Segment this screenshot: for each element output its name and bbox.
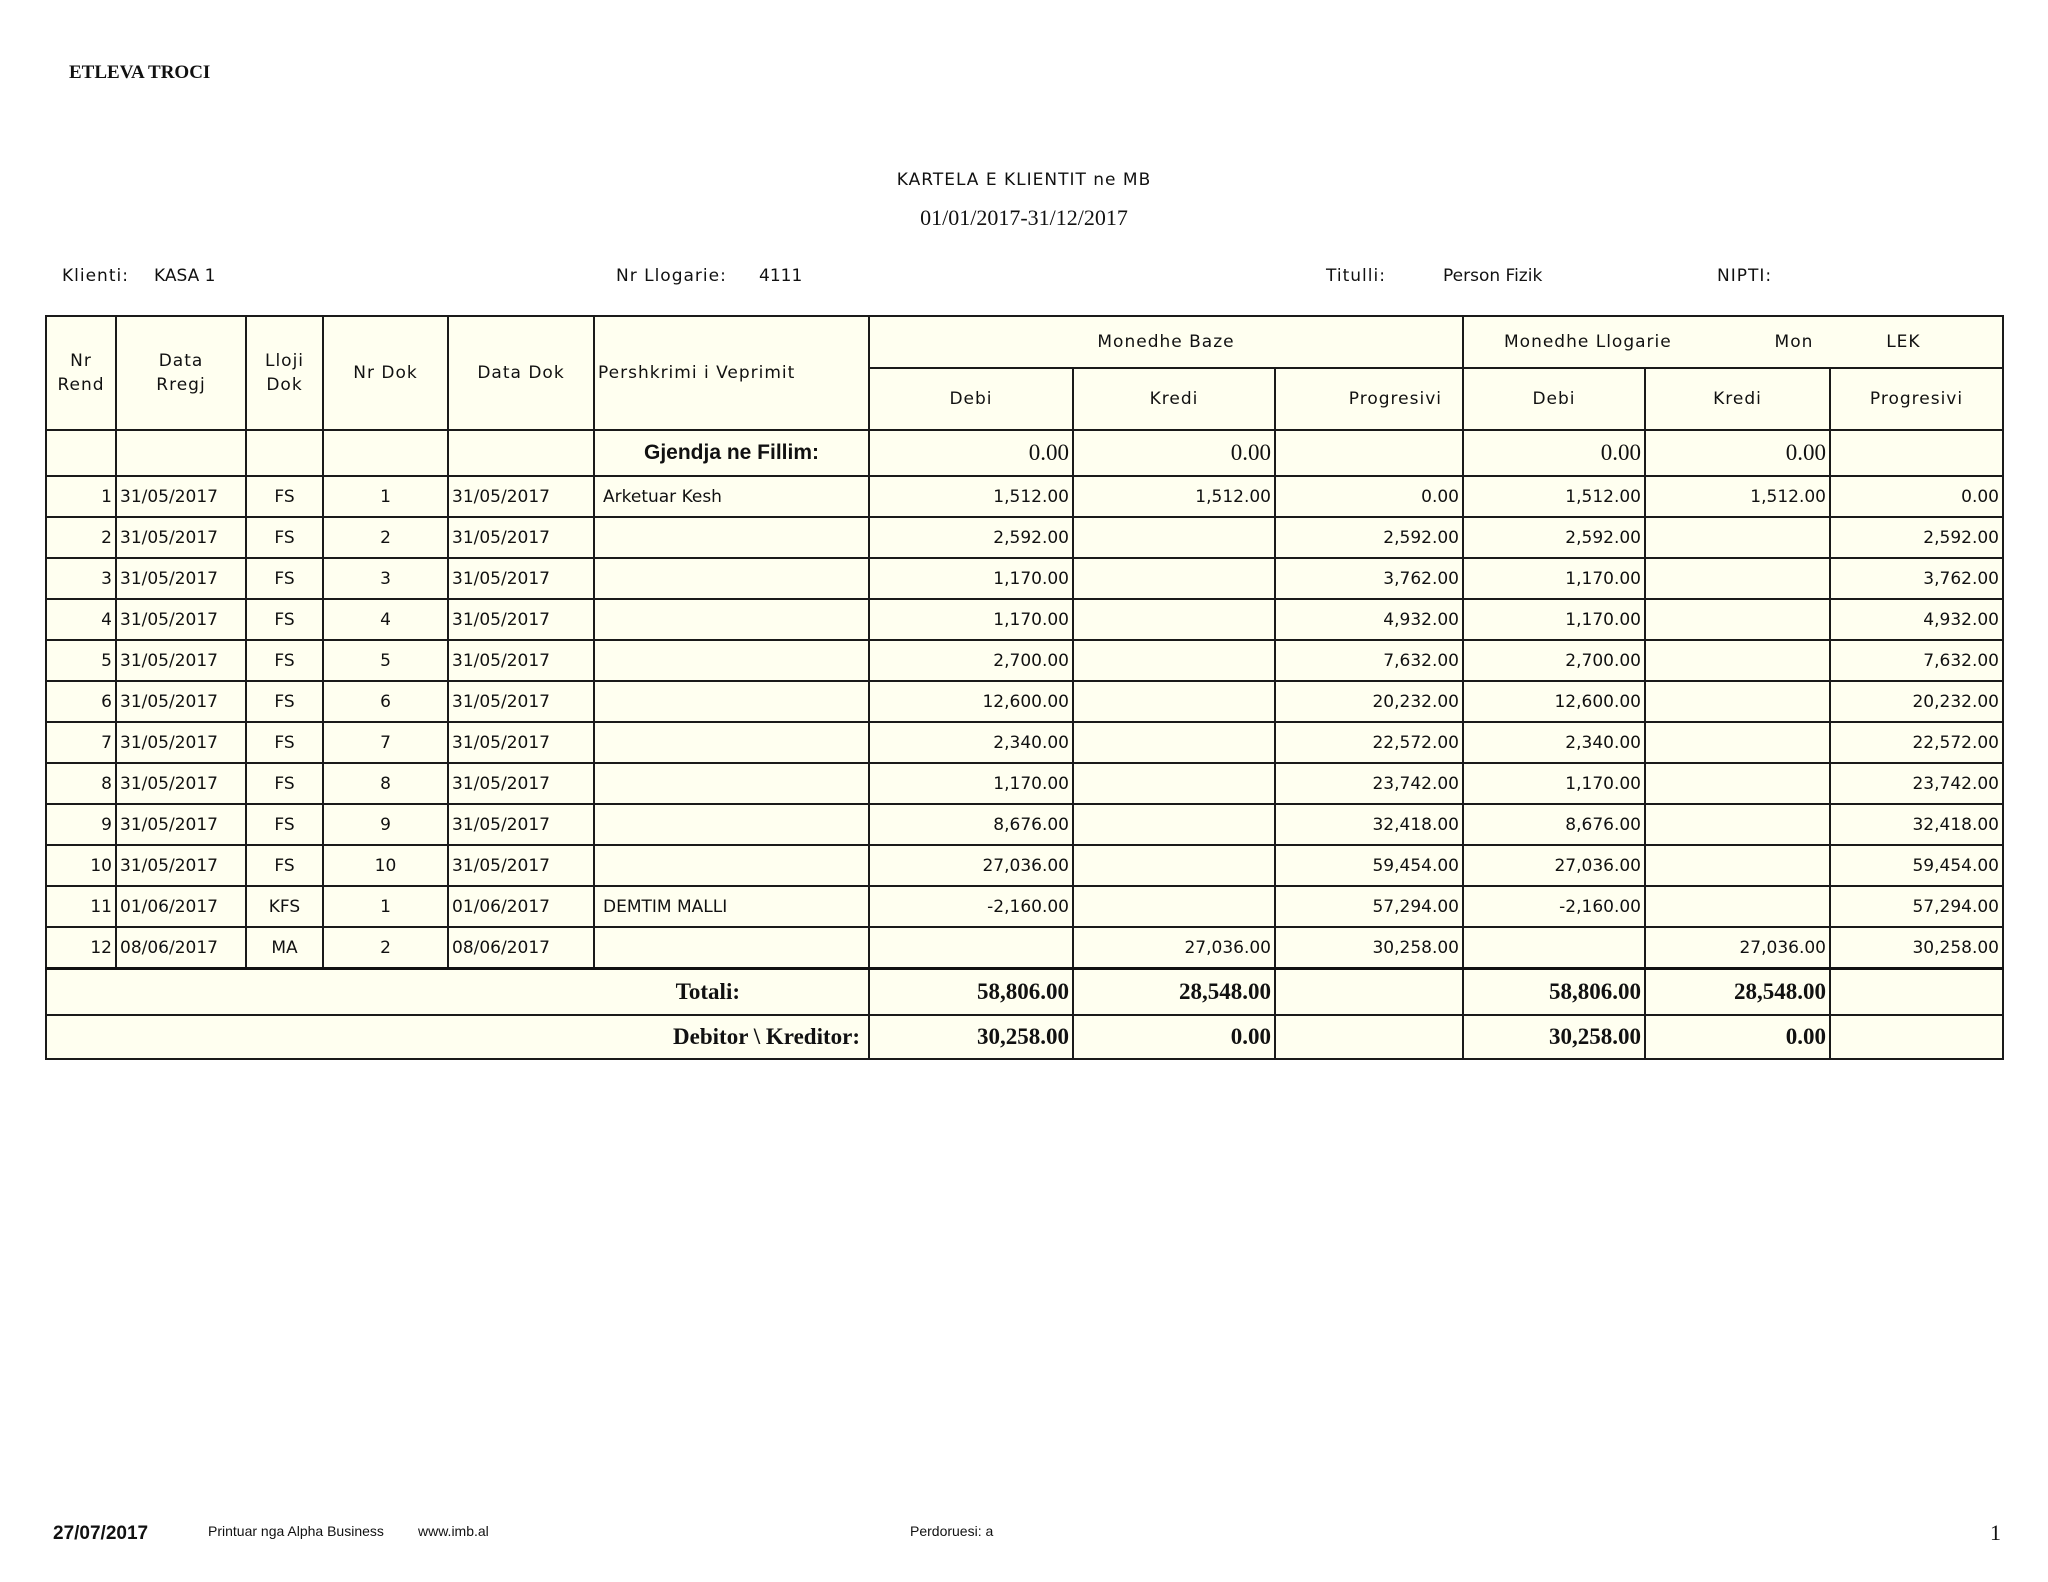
row-nr: 1 [46, 476, 116, 517]
row-base-progresivi: 4,932.00 [1275, 599, 1463, 640]
totals-base-debi: 58,806.00 [869, 969, 1073, 1015]
totals-acc-debi: 58,806.00 [1463, 969, 1645, 1015]
row-nr-dok: 1 [323, 476, 448, 517]
row-acc-progresivi: 0.00 [1830, 476, 2003, 517]
row-data-dok: 31/05/2017 [448, 763, 594, 804]
row-data-dok: 31/05/2017 [448, 517, 594, 558]
row-base-debi: 8,676.00 [869, 804, 1073, 845]
printed-by: Printuar nga Alpha Business [208, 1523, 384, 1539]
row-base-debi: 12,600.00 [869, 681, 1073, 722]
table-row [46, 722, 2003, 763]
balance-label: Debitor \ Kreditor: [46, 1015, 869, 1059]
row-pershkrimi [594, 640, 869, 681]
row-base-debi [869, 927, 1073, 969]
row-data-dok: 31/05/2017 [448, 640, 594, 681]
row-base-debi: 1,170.00 [869, 763, 1073, 804]
row-lloji-dok: FS [246, 763, 323, 804]
website: www.imb.al [418, 1523, 489, 1539]
row-nr: 10 [46, 845, 116, 886]
row-lloji-dok: FS [246, 558, 323, 599]
totals-acc-kredi: 28,548.00 [1645, 969, 1830, 1015]
row-pershkrimi [594, 599, 869, 640]
row-acc-kredi [1645, 517, 1830, 558]
row-pershkrimi [594, 681, 869, 722]
row-acc-debi: -2,160.00 [1463, 886, 1645, 927]
row-acc-debi: 2,592.00 [1463, 517, 1645, 558]
row-nr-dok: 10 [323, 845, 448, 886]
row-data-rregj: 08/06/2017 [116, 927, 246, 969]
row-acc-debi: 2,340.00 [1463, 722, 1645, 763]
table-row [46, 845, 2003, 886]
company-name: ETLEVA TROCI [69, 62, 211, 83]
row-nr: 6 [46, 681, 116, 722]
row-data-dok: 31/05/2017 [448, 558, 594, 599]
row-lloji-dok: FS [246, 845, 323, 886]
row-acc-kredi [1645, 558, 1830, 599]
col-base-progresivi: Progresivi [1275, 368, 1463, 430]
row-lloji-dok: FS [246, 599, 323, 640]
report-title: KARTELA E KLIENTIT ne MB [896, 170, 1152, 190]
table-row [46, 558, 2003, 599]
row-data-rregj: 31/05/2017 [116, 476, 246, 517]
row-lloji-dok: FS [246, 722, 323, 763]
row-base-debi: -2,160.00 [869, 886, 1073, 927]
row-acc-debi: 2,700.00 [1463, 640, 1645, 681]
row-pershkrimi [594, 845, 869, 886]
row-pershkrimi [594, 804, 869, 845]
balance-base-kredi: 0.00 [1073, 1015, 1275, 1059]
row-data-dok: 08/06/2017 [448, 927, 594, 969]
row-data-rregj: 01/06/2017 [116, 886, 246, 927]
opening-base-debi: 0.00 [869, 430, 1073, 476]
row-acc-progresivi: 22,572.00 [1830, 722, 2003, 763]
row-nr: 2 [46, 517, 116, 558]
row-acc-progresivi: 4,932.00 [1830, 599, 2003, 640]
row-data-dok: 31/05/2017 [448, 722, 594, 763]
print-date: 27/07/2017 [53, 1523, 149, 1544]
row-base-kredi [1073, 763, 1275, 804]
row-base-kredi [1073, 845, 1275, 886]
row-lloji-dok: KFS [246, 886, 323, 927]
opening-acc-debi: 0.00 [1463, 430, 1645, 476]
row-nr-dok: 8 [323, 763, 448, 804]
table-row [46, 886, 2003, 927]
row-base-debi: 1,170.00 [869, 599, 1073, 640]
row-data-dok: 31/05/2017 [448, 845, 594, 886]
row-data-rregj: 31/05/2017 [116, 640, 246, 681]
row-lloji-dok: FS [246, 804, 323, 845]
row-nr: 4 [46, 599, 116, 640]
row-lloji-dok: FS [246, 476, 323, 517]
row-pershkrimi: Arketuar Kesh [594, 476, 869, 517]
table-row [46, 681, 2003, 722]
row-base-debi: 1,170.00 [869, 558, 1073, 599]
account-value: 4111 [759, 266, 803, 286]
row-base-debi: 2,592.00 [869, 517, 1073, 558]
row-pershkrimi [594, 722, 869, 763]
account-label: Nr Llogarie: [616, 266, 727, 286]
row-acc-kredi [1645, 722, 1830, 763]
row-base-progresivi: 57,294.00 [1275, 886, 1463, 927]
row-acc-debi: 27,036.00 [1463, 845, 1645, 886]
row-acc-progresivi: 32,418.00 [1830, 804, 2003, 845]
row-lloji-dok: FS [246, 517, 323, 558]
row-base-kredi [1073, 804, 1275, 845]
col-acc-kredi: Kredi [1645, 368, 1830, 430]
row-base-kredi: 27,036.00 [1073, 927, 1275, 969]
row-acc-debi [1463, 927, 1645, 969]
opening-base-kredi: 0.00 [1073, 430, 1275, 476]
row-base-progresivi: 23,742.00 [1275, 763, 1463, 804]
row-data-dok: 31/05/2017 [448, 476, 594, 517]
row-data-rregj: 31/05/2017 [116, 599, 246, 640]
row-base-kredi [1073, 722, 1275, 763]
col-base-debi: Debi [869, 368, 1073, 430]
row-nr: 5 [46, 640, 116, 681]
totals-base-kredi: 28,548.00 [1073, 969, 1275, 1015]
row-lloji-dok: MA [246, 927, 323, 969]
col-pershkrimi: Pershkrimi i Veprimit [594, 316, 869, 430]
row-base-debi: 27,036.00 [869, 845, 1073, 886]
col-base-kredi: Kredi [1073, 368, 1275, 430]
totals-label: Totali: [46, 969, 869, 1015]
row-nr-dok: 1 [323, 886, 448, 927]
row-base-progresivi: 32,418.00 [1275, 804, 1463, 845]
row-base-kredi [1073, 517, 1275, 558]
row-acc-kredi [1645, 640, 1830, 681]
client-label: Klienti: [62, 266, 129, 286]
report-period: 01/01/2017-31/12/2017 [920, 205, 1128, 230]
row-data-rregj: 31/05/2017 [116, 722, 246, 763]
row-acc-debi: 12,600.00 [1463, 681, 1645, 722]
col-acc-debi: Debi [1463, 368, 1645, 430]
row-acc-debi: 8,676.00 [1463, 804, 1645, 845]
table-row [46, 517, 2003, 558]
row-nr: 9 [46, 804, 116, 845]
row-nr-dok: 7 [323, 722, 448, 763]
row-nr-dok: 5 [323, 640, 448, 681]
row-acc-progresivi: 3,762.00 [1830, 558, 2003, 599]
row-base-debi: 2,700.00 [869, 640, 1073, 681]
row-acc-kredi [1645, 845, 1830, 886]
row-data-dok: 31/05/2017 [448, 681, 594, 722]
row-base-progresivi: 30,258.00 [1275, 927, 1463, 969]
col-lloji-dok: Lloji Dok [246, 316, 323, 430]
row-pershkrimi [594, 517, 869, 558]
row-base-progresivi: 3,762.00 [1275, 558, 1463, 599]
base-currency-group: Monedhe Baze [869, 316, 1463, 368]
row-base-progresivi: 0.00 [1275, 476, 1463, 517]
row-base-progresivi: 20,232.00 [1275, 681, 1463, 722]
col-data-rregj: Data Rregj [116, 316, 246, 430]
row-acc-kredi [1645, 804, 1830, 845]
row-acc-debi: 1,512.00 [1463, 476, 1645, 517]
ledger-table [45, 315, 2004, 1060]
table-row [46, 599, 2003, 640]
ledger-rows [46, 476, 2003, 969]
row-acc-kredi [1645, 886, 1830, 927]
row-data-rregj: 31/05/2017 [116, 845, 246, 886]
table-row [46, 927, 2003, 969]
row-base-progresivi: 22,572.00 [1275, 722, 1463, 763]
table-row [46, 763, 2003, 804]
row-acc-progresivi: 23,742.00 [1830, 763, 2003, 804]
row-acc-kredi [1645, 681, 1830, 722]
row-acc-progresivi: 20,232.00 [1830, 681, 2003, 722]
row-acc-progresivi: 30,258.00 [1830, 927, 2003, 969]
client-value: KASA 1 [154, 266, 216, 286]
row-nr: 11 [46, 886, 116, 927]
row-lloji-dok: FS [246, 681, 323, 722]
row-nr: 7 [46, 722, 116, 763]
row-base-kredi [1073, 640, 1275, 681]
row-acc-kredi: 27,036.00 [1645, 927, 1830, 969]
row-base-kredi [1073, 681, 1275, 722]
row-data-rregj: 31/05/2017 [116, 558, 246, 599]
title-label: Titulli: [1326, 266, 1386, 286]
row-nr: 3 [46, 558, 116, 599]
row-acc-kredi: 1,512.00 [1645, 476, 1830, 517]
col-nr-rend: Nr Rend [46, 316, 116, 430]
col-acc-progresivi: Progresivi [1830, 368, 2003, 430]
row-acc-progresivi: 59,454.00 [1830, 845, 2003, 886]
table-row [46, 804, 2003, 845]
row-acc-kredi [1645, 599, 1830, 640]
account-currency-label: Monedhe Llogarie [1504, 332, 1672, 352]
page-number: 1 [1990, 1520, 2001, 1545]
row-base-debi: 1,512.00 [869, 476, 1073, 517]
row-nr-dok: 4 [323, 599, 448, 640]
row-pershkrimi: DEMTIM MALLI [594, 886, 869, 927]
row-pershkrimi [594, 558, 869, 599]
col-data-dok: Data Dok [448, 316, 594, 430]
row-acc-progresivi: 2,592.00 [1830, 517, 2003, 558]
row-data-rregj: 31/05/2017 [116, 517, 246, 558]
row-base-kredi [1073, 558, 1275, 599]
row-data-rregj: 31/05/2017 [116, 804, 246, 845]
row-nr-dok: 9 [323, 804, 448, 845]
row-acc-progresivi: 57,294.00 [1830, 886, 2003, 927]
row-data-rregj: 31/05/2017 [116, 681, 246, 722]
row-data-dok: 01/06/2017 [448, 886, 594, 927]
totals-row [46, 969, 2003, 1015]
row-pershkrimi [594, 763, 869, 804]
row-nr-dok: 6 [323, 681, 448, 722]
row-nr-dok: 2 [323, 517, 448, 558]
opening-acc-kredi: 0.00 [1645, 430, 1830, 476]
row-base-debi: 2,340.00 [869, 722, 1073, 763]
row-acc-debi: 1,170.00 [1463, 599, 1645, 640]
opening-balance-row [46, 430, 2003, 476]
currency-value: LEK [1886, 332, 1921, 352]
balance-acc-kredi: 0.00 [1645, 1015, 1830, 1059]
row-base-kredi: 1,512.00 [1073, 476, 1275, 517]
row-data-rregj: 31/05/2017 [116, 763, 246, 804]
balance-acc-debi: 30,258.00 [1463, 1015, 1645, 1059]
row-lloji-dok: FS [246, 640, 323, 681]
table-row [46, 476, 2003, 517]
balance-row [46, 1015, 2003, 1059]
row-acc-debi: 1,170.00 [1463, 558, 1645, 599]
row-data-dok: 31/05/2017 [448, 804, 594, 845]
title-value: Person Fizik [1443, 266, 1543, 286]
currency-label: Mon [1774, 332, 1814, 352]
row-acc-progresivi: 7,632.00 [1830, 640, 2003, 681]
row-base-progresivi: 2,592.00 [1275, 517, 1463, 558]
nipti-label: NIPTI: [1717, 266, 1773, 286]
balance-base-debi: 30,258.00 [869, 1015, 1073, 1059]
user: Perdoruesi: a [910, 1523, 994, 1539]
account-currency-group [1463, 316, 2003, 368]
row-pershkrimi [594, 927, 869, 969]
row-base-progresivi: 7,632.00 [1275, 640, 1463, 681]
row-nr-dok: 3 [323, 558, 448, 599]
opening-label: Gjendja ne Fillim: [594, 430, 869, 476]
row-acc-debi: 1,170.00 [1463, 763, 1645, 804]
row-base-kredi [1073, 599, 1275, 640]
row-nr: 8 [46, 763, 116, 804]
row-nr: 12 [46, 927, 116, 969]
row-base-progresivi: 59,454.00 [1275, 845, 1463, 886]
row-base-kredi [1073, 886, 1275, 927]
row-acc-kredi [1645, 763, 1830, 804]
row-data-dok: 31/05/2017 [448, 599, 594, 640]
col-nr-dok: Nr Dok [323, 316, 448, 430]
table-row [46, 640, 2003, 681]
row-nr-dok: 2 [323, 927, 448, 969]
